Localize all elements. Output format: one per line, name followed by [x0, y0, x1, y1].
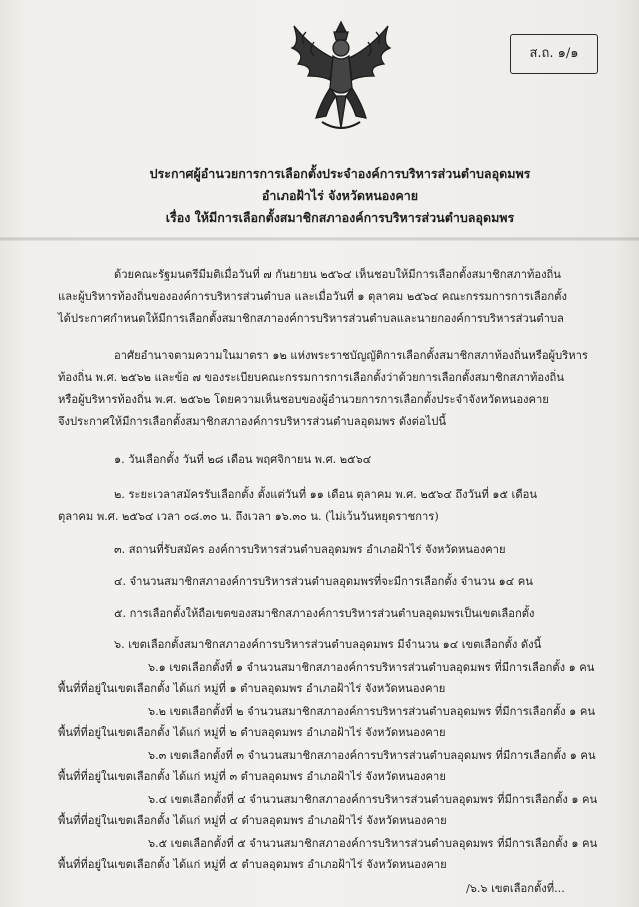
paper-fold	[0, 237, 639, 241]
zone-area: พื้นที่ที่อยู่ในเขตเลือกตั้ง ได้แก่ หมู่ที่ ๕ ตำบลอุดมพร อำเภอฝ้าไร่ จังหวัดหนองคาย	[58, 858, 447, 871]
paragraph-line: ได้ประกาศกำหนดให้มีการเลือกตั้งสมาชิกสภาองค์การบริหารส่วนตำบลและนายกองค์การบริหารส่วนตำบล	[58, 312, 564, 325]
zone-heading: ๖.๕ เขตเลือกตั้งที่ ๕ จำนวนสมาชิกสภาองค์การบริหารส่วนตำบลอุดมพร ที่มีการเลือกตั้ง ๑ คน	[148, 837, 598, 850]
announcement-subject: เรื่อง ให้มีการเลือกตั้งสมาชิกสภาองค์การบริหารส่วนตำบลอุดมพร	[165, 210, 515, 225]
paragraph-line: อาศัยอำนาจตามความในมาตรา ๑๒ แห่งพระราชบัญญัติการเลือกตั้งสมาชิกสภาท้องถิ่นหรือผู้บริหาร	[114, 349, 588, 362]
item-registration-place: ๓. สถานที่รับสมัคร องค์การบริหารส่วนตำบลอุดมพร อำเภอฝ้าไร่ จังหวัดหนองคาย	[114, 543, 506, 556]
item-registration-period: ๒. ระยะเวลาสมัครรับเลือกตั้ง ตั้งแต่วันที่ ๑๑ เดือน ตุลาคม พ.ศ. ๒๕๖๔ ถึงวันที่ ๑๕ เดือน	[114, 488, 538, 501]
zone-heading: ๖.๔ เขตเลือกตั้งที่ ๔ จำนวนสมาชิกสภาองค์การบริหารส่วนตำบลอุดมพร ที่มีการเลือกตั้ง ๑ คน	[148, 793, 598, 806]
zone-heading: ๖.๑ เขตเลือกตั้งที่ ๑ จำนวนสมาชิกสภาองค์การบริหารส่วนตำบลอุดมพร ที่มีการเลือกตั้ง ๑ คน	[148, 661, 595, 674]
announcement-title: ประกาศผู้อำนวยการการเลือกตั้งประจำองค์การบริหารส่วนตำบลอุดมพร	[149, 166, 531, 181]
zone-heading: ๖.๓ เขตเลือกตั้งที่ ๓ จำนวนสมาชิกสภาองค์การบริหารส่วนตำบลอุดมพร ที่มีการเลือกตั้ง ๑ คน	[148, 749, 596, 762]
continuation-marker: /๖.๖ เขตเลือกตั้งที่...	[466, 882, 565, 895]
zone-area: พื้นที่ที่อยู่ในเขตเลือกตั้ง ได้แก่ หมู่ที่ ๒ ตำบลอุดมพร อำเภอฝ้าไร่ จังหวัดหนองคาย	[58, 726, 446, 739]
zone-area: พื้นที่ที่อยู่ในเขตเลือกตั้ง ได้แก่ หมู่ที่ ๓ ตำบลอุดมพร อำเภอฝ้าไร่ จังหวัดหนองคาย	[58, 770, 446, 783]
paragraph-line: จึงประกาศให้มีการเลือกตั้งสมาชิกสภาองค์การบริหารส่วนตำบลอุดมพร ดังต่อไปนี้	[58, 415, 446, 428]
zone-heading: ๖.๒ เขตเลือกตั้งที่ ๒ จำนวนสมาชิกสภาองค์การบริหารส่วนตำบลอุดมพร ที่มีการเลือกตั้ง ๑ คน	[148, 705, 595, 718]
paragraph-line: ด้วยคณะรัฐมนตรีมีมติเมื่อวันที่ ๗ กันยายน ๒๕๖๔ เห็นชอบให้มีการเลือกตั้งสมาชิกสภาท้องถิ่น	[114, 268, 561, 281]
paragraph-line: และผู้บริหารท้องถิ่นขององค์การบริหารส่วนตำบล และเมื่อวันที่ ๑ ตุลาคม ๒๕๖๔ คณะกรรมการการเลือกตั้ง	[58, 290, 567, 303]
item-electoral-zones: ๖. เขตเลือกตั้งสมาชิกสภาองค์การบริหารส่วนตำบลอุดมพร มีจำนวน ๑๔ เขตเลือกตั้ง ดังนี้	[114, 638, 542, 651]
zone-area: พื้นที่ที่อยู่ในเขตเลือกตั้ง ได้แก่ หมู่ที่ ๔ ตำบลอุดมพร อำเภอฝ้าไร่ จังหวัดหนองคาย	[58, 814, 447, 827]
garuda-emblem-icon	[286, 18, 396, 136]
item-registration-period-cont: ตุลาคม พ.ศ. ๒๕๖๔ เวลา ๐๘.๓๐ น. ถึงเวลา ๑๖.๓๐ น. (ไม่เว้นวันหยุดราชการ)	[58, 510, 439, 523]
paragraph-line: หรือผู้บริหารท้องถิ่น พ.ศ. ๒๕๖๒ โดยความเห็นชอบของผู้อำนวยการการเลือกตั้งประจำจังหวัดหนองคาย	[58, 393, 549, 406]
announcement-district: อำเภอฝ้าไร่ จังหวัดหนองคาย	[261, 188, 419, 203]
zone-area: พื้นที่ที่อยู่ในเขตเลือกตั้ง ได้แก่ หมู่ที่ ๑ ตำบลอุดมพร อำเภอฝ้าไร่ จังหวัดหนองคาย	[58, 682, 446, 695]
paragraph-line: ท้องถิ่น พ.ศ. ๒๕๖๒ และข้อ ๗ ของระเบียบคณะกรรมการการเลือกตั้งว่าด้วยการเลือกตั้งสมาชิกสภาท้องถิ่น	[58, 371, 564, 384]
document-code: ส.ถ. ๑/๑	[510, 34, 598, 74]
item-electoral-area: ๕. การเลือกตั้งให้ถือเขตของสมาชิกสภาองค์การบริหารส่วนตำบลอุดมพรเป็นเขตเลือกตั้ง	[114, 607, 535, 620]
item-member-count: ๔. จำนวนสมาชิกสภาองค์การบริหารส่วนตำบลอุดมพรที่จะมีการเลือกตั้ง จำนวน ๑๔ คน	[114, 575, 533, 588]
item-election-date: ๑. วันเลือกตั้ง วันที่ ๒๘ เดือน พฤศจิกายน พ.ศ. ๒๕๖๔	[114, 453, 372, 466]
